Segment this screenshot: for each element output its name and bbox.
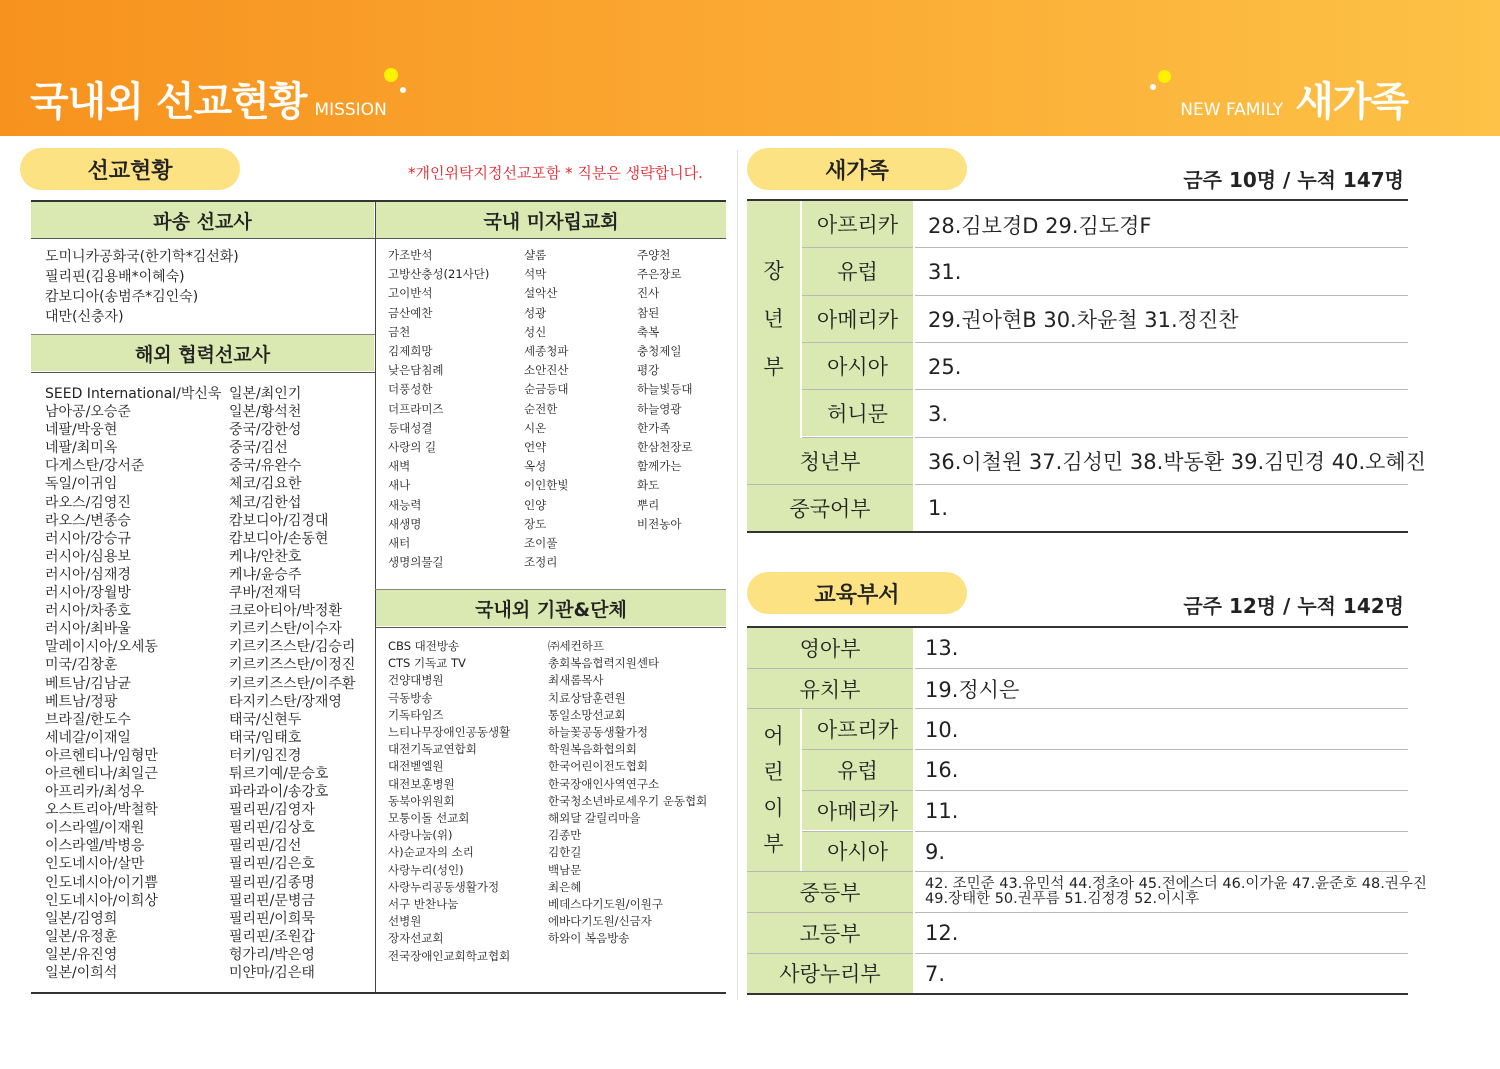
church-item: 소안진산 <box>524 363 569 378</box>
partner-list-2 <box>229 385 355 982</box>
partner-item: 태국/임태호 <box>229 729 302 746</box>
table-rule <box>375 627 726 628</box>
org-header: 국내외 기관&단체 <box>376 590 726 626</box>
row-value: 3. <box>928 401 949 426</box>
partner-item: 이스라엘/이재원 <box>45 820 145 837</box>
cell-border <box>800 201 802 438</box>
row-name: 아시아 <box>802 832 913 872</box>
education-total: 금주 12명 / 누적 142명 <box>1183 594 1404 618</box>
group-char: 린 <box>763 760 784 785</box>
partner-item: 네팔/박웅현 <box>45 422 118 439</box>
partner-item: 캄보디아/김경대 <box>229 512 329 529</box>
partner-item: 타지키스탄/장재영 <box>229 693 342 710</box>
partner-item: 키르키스탄/이수자 <box>229 621 342 638</box>
partner-item: 미얀마/김은태 <box>229 965 315 981</box>
org-item: 사랑누리(성인) <box>388 862 464 877</box>
partner-item: 캄보디아/손동현 <box>229 530 329 547</box>
partner-item: 인도네시아/이희상 <box>45 892 158 909</box>
partner-item: 파라과이/송강호 <box>229 784 329 801</box>
row-value: 19.정시은 <box>925 678 1020 703</box>
church-item: 가조반석 <box>388 248 433 262</box>
church-item: 고이반석 <box>388 286 433 301</box>
domestic-list-2 <box>524 246 568 572</box>
partner-item: 러시아/차종호 <box>45 603 131 620</box>
church-item: 새터 <box>388 536 411 551</box>
church-item: 시온 <box>524 420 547 435</box>
church-item: 설악산 <box>524 286 558 301</box>
row-value: 12. <box>925 921 959 946</box>
partner-item: 태국/신현두 <box>229 711 302 728</box>
partner-item: 크로아티아/박정환 <box>229 603 342 620</box>
row-name: 사랑누리부 <box>747 954 913 994</box>
partner-item: 독일/이귀임 <box>45 476 118 493</box>
org-item: 학원복음화협의회 <box>548 742 637 757</box>
new-family-pill: 새가족 <box>747 148 967 190</box>
row-name: 아프리카 <box>802 709 913 749</box>
row-value: 10. <box>925 717 959 742</box>
church-item: 축복 <box>637 324 660 339</box>
table-bottom-rule <box>31 992 726 994</box>
table-bottom-rule <box>747 531 1408 533</box>
middle-school-names <box>925 877 1427 907</box>
org-item: 김종만 <box>548 828 582 843</box>
partner-item: 말레이시아/오세동 <box>45 639 158 656</box>
dispatch-item: 대만(신충자) <box>45 309 124 325</box>
partner-item: 터키/임진경 <box>229 747 302 764</box>
org-item: 에바다기도원/신금자 <box>548 914 652 929</box>
org-item: 총회복음협력지원센타 <box>548 656 660 671</box>
church-item: 금천 <box>388 324 411 339</box>
section-title: 새가족 <box>1295 79 1408 125</box>
org-item: 장자선교회 <box>388 931 444 946</box>
partner-item: 필리핀/김종명 <box>229 874 315 891</box>
partner-item: 키르키즈스탄/이주환 <box>229 675 356 692</box>
group-char: 장 <box>763 259 784 284</box>
row-value: 7. <box>925 961 946 986</box>
org-item: 사)순교자의 소리 <box>388 845 474 860</box>
partner-item: 인도네시아/살만 <box>45 856 145 873</box>
church-item: 사랑의 길 <box>388 440 437 455</box>
page-title: 국내외 선교현황 <box>30 79 307 125</box>
row-name: 청년부 <box>747 438 913 484</box>
row-name: 중등부 <box>747 872 913 912</box>
partner-item: 필리핀/김상호 <box>229 820 315 837</box>
row-value: 9. <box>925 839 946 864</box>
page-subtitle: MISSION <box>314 100 387 120</box>
partner-item: 일본/유정훈 <box>45 928 118 945</box>
partner-item: 일본/김영희 <box>45 910 118 927</box>
church-item: 뿌리 <box>637 497 660 512</box>
names-line: 49.장태한 50.권푸름 51.김정경 52.이시후 <box>925 891 1200 908</box>
group-char: 어 <box>763 724 784 749</box>
org-item: 서구 반찬나눔 <box>388 897 459 912</box>
church-item: 조이풀 <box>524 536 558 551</box>
church-item: 한가족 <box>637 420 671 435</box>
row-value: 25. <box>928 354 962 379</box>
org-item: 건양대병원 <box>388 673 444 688</box>
org-item: 느티나무장애인공동생활 <box>388 725 511 740</box>
org-item: 기독타임즈 <box>388 707 444 722</box>
row-value: 11. <box>925 799 959 824</box>
row-value: 1. <box>928 496 949 521</box>
row-name: 아메리카 <box>802 791 913 831</box>
org-item: 사랑누리공동생활가정 <box>388 879 500 894</box>
church-item: 성광 <box>524 305 547 320</box>
church-item: 진사 <box>637 286 660 301</box>
partner-item: 중국/김선 <box>229 440 288 457</box>
partner-item: 러시아/심재경 <box>45 566 131 583</box>
church-item: 새벽 <box>388 459 411 474</box>
church-item: 김제희망 <box>388 344 433 359</box>
church-item: 이인한빛 <box>524 478 569 493</box>
church-item: 순금등대 <box>524 382 569 397</box>
church-item: 샬롬 <box>524 248 547 262</box>
org-item: 최새롬목사 <box>548 673 604 688</box>
church-item: 등대성결 <box>388 420 433 435</box>
partner-item: 다게스탄/강서준 <box>45 458 145 475</box>
church-item: 세종청파 <box>524 344 569 359</box>
dispatch-item: 도미니카공화국(한기학*김선화) <box>45 249 239 265</box>
header-left <box>30 70 387 127</box>
row-name: 유럽 <box>802 248 913 294</box>
row-name: 아시아 <box>802 343 913 389</box>
org-item: 김한길 <box>548 845 582 860</box>
dispatch-list <box>45 247 239 327</box>
org-item: 하늘꽃공동생활가정 <box>548 725 648 740</box>
partner-item: 남아공/오승준 <box>45 404 131 421</box>
header-right <box>1180 70 1408 127</box>
partner-item: 쿠바/전재덕 <box>229 585 302 602</box>
org-item: CTS 기독교 TV <box>388 656 466 671</box>
row-name: 중국어부 <box>747 485 913 531</box>
org-item: 하와이 복음방송 <box>548 931 630 946</box>
partner-item: 튀르기예/문승호 <box>229 765 329 782</box>
group-char: 부 <box>763 832 784 857</box>
church-item: 옥성 <box>524 459 547 474</box>
partner-item: 인도네시아/이기쁨 <box>45 874 158 891</box>
church-item: 한삼천장로 <box>637 440 693 455</box>
partner-item: 이스라엘/박병응 <box>45 838 145 855</box>
partner-item: 베트남/김남균 <box>45 675 131 692</box>
youth-group-label <box>747 201 800 438</box>
org-item: 한국어린이전도협회 <box>548 759 648 774</box>
partner-item: 케냐/안찬호 <box>229 548 302 565</box>
partner-item: 일본/유진영 <box>45 946 118 963</box>
partner-item: 아르헨티나/최일근 <box>45 765 158 782</box>
org-item: 사랑나눔(위) <box>388 828 453 843</box>
mission-pill: 선교현황 <box>20 148 240 190</box>
header-banner <box>0 0 1500 136</box>
partner-item: 키르키즈스탄/이정진 <box>229 657 356 674</box>
partner-item: 아프리카/최성우 <box>45 784 145 801</box>
partner-item: SEED International/박신욱 <box>45 386 222 402</box>
org-item: 치료상담훈련원 <box>548 690 626 705</box>
church-item: 낮은담침례 <box>388 363 444 378</box>
org-item: 한국장애인사역연구소 <box>548 776 660 791</box>
church-item: 하늘영광 <box>637 401 682 416</box>
row-value: 16. <box>925 758 959 783</box>
church-item: 생명의물길 <box>388 555 444 570</box>
church-item: 조정리 <box>524 555 558 570</box>
partner-item: 헝가리/박은영 <box>229 946 315 963</box>
dispatch-header: 파송 선교사 <box>31 202 374 238</box>
partner-item: 일본/최인기 <box>229 386 302 402</box>
church-item: 화도 <box>637 478 660 493</box>
partner-item: 체코/김한섭 <box>229 494 302 511</box>
org-item: 베데스다기도원/이원구 <box>548 897 663 912</box>
dispatch-item: 캄보디아(송범주*김인숙) <box>45 289 199 305</box>
column-divider <box>737 150 738 1000</box>
partner-item: 필리핀/김선 <box>229 838 302 855</box>
church-item: 새나 <box>388 478 411 493</box>
church-item: 충청제일 <box>637 344 682 359</box>
partner-item: 러시아/최바울 <box>45 621 131 638</box>
partner-item: 중국/강한성 <box>229 422 302 439</box>
new-family-total: 금주 10명 / 누적 147명 <box>1183 168 1404 192</box>
partner-item: 베트남/정팡 <box>45 693 118 710</box>
partner-item: 러시아/심용보 <box>45 548 131 565</box>
row-value: 29.권아현B 30.차윤철 31.정진찬 <box>928 308 1239 333</box>
dot-icon <box>384 68 398 82</box>
partner-item: 일본/황석천 <box>229 404 302 421</box>
dot-icon <box>1150 84 1156 90</box>
partner-item: 라오스/변종승 <box>45 512 131 529</box>
org-item: CBS 대전방송 <box>388 639 460 653</box>
church-item: 성신 <box>524 324 547 339</box>
partner-item: 체코/김요한 <box>229 476 302 493</box>
church-item: 금산예찬 <box>388 305 433 320</box>
org-list-1 <box>388 638 510 965</box>
dot-icon <box>400 87 406 93</box>
group-char: 부 <box>763 355 784 380</box>
org-item: 백남문 <box>548 862 582 877</box>
partner-item: 키르키즈스탄/김승리 <box>229 639 356 656</box>
church-item: 주은장로 <box>637 267 682 282</box>
row-value: 13. <box>925 636 959 661</box>
partner-header: 해외 협력선교사 <box>31 335 374 371</box>
table-rule <box>31 372 375 373</box>
education-pill: 교육부서 <box>747 572 967 614</box>
names-line: 42. 조민준 43.유민석 44.정초아 45.전에스더 46.이가윤 47.윤준호 48.권우진 <box>925 876 1427 893</box>
row-name: 허니문 <box>802 390 913 436</box>
children-group-label <box>747 709 800 871</box>
row-name: 아프리카 <box>802 201 913 247</box>
domestic-list-1 <box>388 246 489 572</box>
row-value: 36.이철원 37.김성민 38.박동환 39.김민경 40.오혜진 <box>928 450 1426 475</box>
church-item: 고방산충성(21사단) <box>388 267 490 282</box>
org-item: 대전보훈병원 <box>388 776 455 791</box>
cell-border <box>913 201 915 532</box>
church-item: 순전한 <box>524 401 558 416</box>
partner-item: 아르헨티나/임형만 <box>45 747 158 764</box>
org-item: 최은혜 <box>548 879 582 894</box>
row-name: 영아부 <box>747 628 913 668</box>
dot-icon <box>1158 70 1171 83</box>
table-bottom-rule <box>747 993 1408 995</box>
row-name: 고등부 <box>747 913 913 953</box>
partner-item: 러시아/장월방 <box>45 585 131 602</box>
partner-item: 필리핀/조원갑 <box>229 928 315 945</box>
church-item: 언약 <box>524 440 547 455</box>
church-item: 하늘빛등대 <box>637 382 693 397</box>
partner-item: 네팔/최미옥 <box>45 440 118 457</box>
row-value: 31. <box>928 259 962 284</box>
church-item: 더프라미즈 <box>388 401 444 416</box>
church-item: 평강 <box>637 363 660 378</box>
partner-item: 미국/김창훈 <box>45 657 118 674</box>
church-item: 장도 <box>524 516 547 531</box>
group-char: 년 <box>763 307 784 332</box>
partner-item: 케냐/윤승주 <box>229 566 302 583</box>
church-item: 새능력 <box>388 497 422 512</box>
church-item: 석막 <box>524 267 547 282</box>
org-item: 극동방송 <box>388 690 433 705</box>
org-item: 해외달 갈릴리마을 <box>548 811 641 826</box>
row-name: 유럽 <box>802 750 913 790</box>
church-item: 인양 <box>524 497 547 512</box>
org-item: 동북아위원회 <box>388 793 455 808</box>
org-item: 선병원 <box>388 914 422 929</box>
partner-item: 세네갈/이재일 <box>45 729 131 746</box>
org-list-2 <box>548 638 707 948</box>
church-item: 주양천 <box>637 248 671 262</box>
church-item: 새생명 <box>388 516 422 531</box>
cell-border <box>913 628 915 994</box>
group-char: 이 <box>763 796 784 821</box>
row-value: 28.김보경D 29.김도경F <box>928 213 1152 238</box>
partner-item: 일본/이희석 <box>45 965 118 981</box>
org-item: 모퉁이돌 선교회 <box>388 811 470 826</box>
dispatch-item: 필리핀(김용배*이혜숙) <box>45 269 185 285</box>
church-item: 비전농아 <box>637 516 682 531</box>
partner-item: 필리핀/김은호 <box>229 856 315 873</box>
partner-item: 브라질/한도수 <box>45 711 131 728</box>
org-item: 전국장애인교회학교협회 <box>388 948 511 963</box>
church-item: 참된 <box>637 305 660 320</box>
org-item: 통일소망선교회 <box>548 707 626 722</box>
org-item: 대전벧엘원 <box>388 759 444 774</box>
domestic-header: 국내 미자립교회 <box>376 202 726 238</box>
church-item: 함께가는 <box>637 459 682 474</box>
partner-item: 러시아/강승규 <box>45 530 131 547</box>
section-subtitle: NEW FAMILY <box>1180 100 1284 120</box>
partner-item: 라오스/김영진 <box>45 494 131 511</box>
partner-item: 필리핀/김영자 <box>229 802 315 819</box>
partner-item: 필리핀/문병금 <box>229 892 315 909</box>
mission-note: *개인위탁지정선교포함 * 직분은 생략합니다. <box>408 164 703 182</box>
row-name: 아메리카 <box>802 296 913 342</box>
org-item: 한국청소년바로세우기 운동협회 <box>548 793 708 808</box>
org-item: 대전기독교연합회 <box>388 742 477 757</box>
partner-item: 필리핀/이희묵 <box>229 910 315 927</box>
partner-list-1 <box>45 385 221 982</box>
partner-item: 오스트리아/박철학 <box>45 802 158 819</box>
table-rule <box>31 238 726 239</box>
partner-item: 중국/유완수 <box>229 458 302 475</box>
domestic-list-3 <box>637 246 693 534</box>
church-item: 더풍성한 <box>388 382 433 397</box>
row-name: 유치부 <box>747 669 913 709</box>
org-item: ㈜세컨하프 <box>548 639 604 653</box>
